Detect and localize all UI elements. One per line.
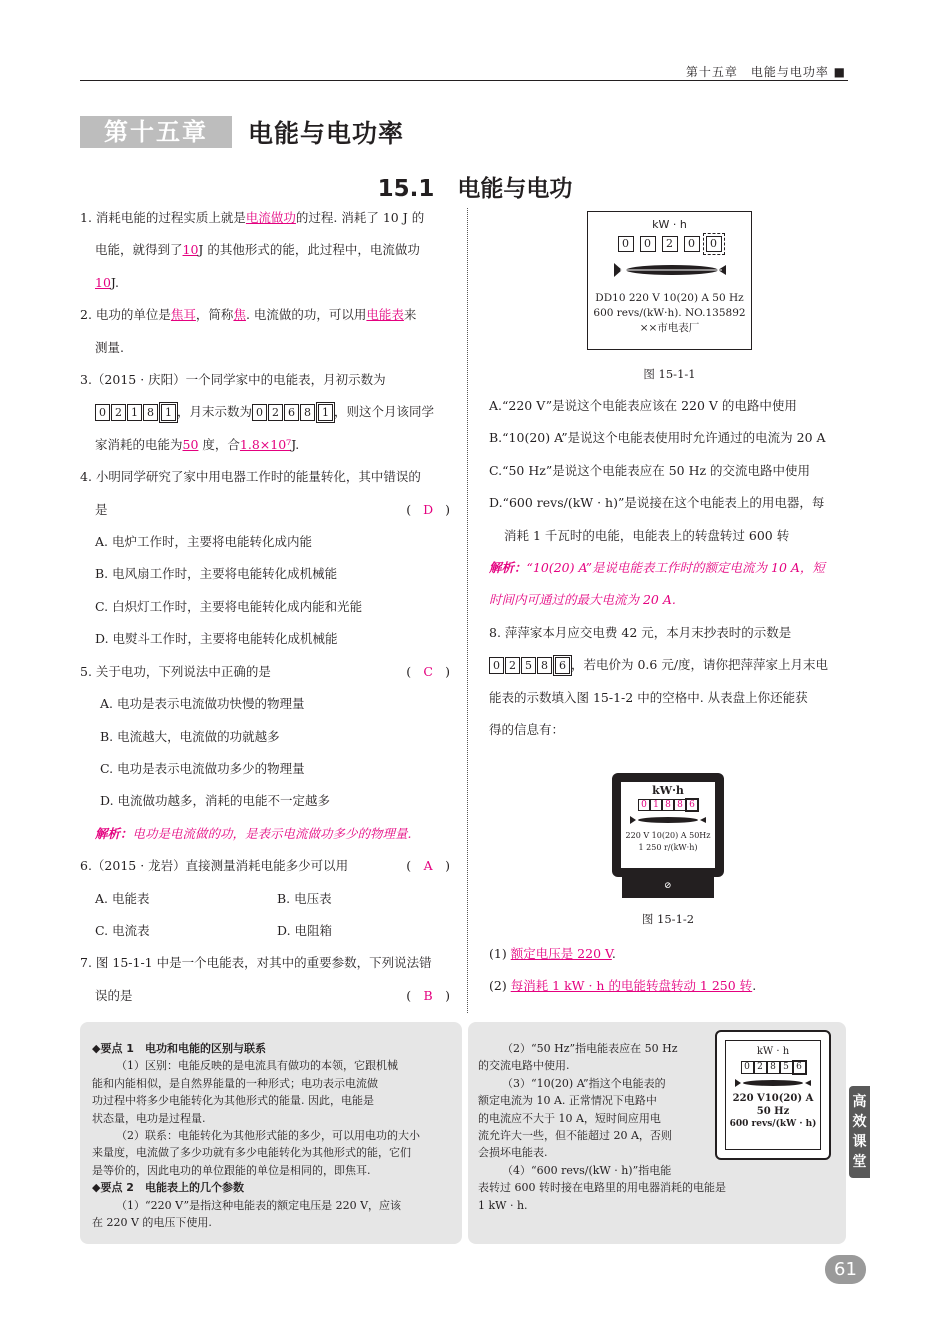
- key-point-2-line-12: 1 kW · h.: [478, 1198, 528, 1212]
- q1-line3: 10J.: [95, 274, 119, 290]
- key-point-2-line-1: （1）“220 V”是指这种电能表的额定电压是 220 V，应该: [116, 1198, 402, 1212]
- meter3-spec-1: 220 V10(20) A: [732, 1093, 814, 1104]
- q5-line1: 5. 关于电功，下列说法中正确的是 ( C ): [80, 656, 458, 688]
- key-point-1-line-1: （1）区别：电能反映的是电流具有做功的本领，它跟机械: [116, 1059, 398, 1073]
- column-divider: [467, 208, 468, 1013]
- key-point-2-line-5: （3）“10(20) A”指这个电能表的: [502, 1076, 666, 1090]
- meter2-spec-2: 1 250 r/(kW·h): [638, 843, 698, 852]
- key-points-box-right: [468, 1022, 846, 1244]
- key-point-2-line-11: 表转过 600 转时接在电路里的用电器消耗的电能是: [478, 1181, 726, 1195]
- q2-line1: 2. 电功的单位是焦耳，简称焦. 电流做的功，可以用电能表来: [80, 307, 417, 323]
- q4-line2: 是 ( D ): [80, 494, 458, 526]
- chapter-label: 第十五章: [80, 116, 232, 148]
- key-point-1-line-5: （2）联系：电能转化为其他形式能的多少，可以用电功的大小: [116, 1129, 420, 1143]
- meter-figure-1: [587, 211, 752, 350]
- meter3-unit: kW · h: [756, 1046, 790, 1057]
- q5-opt-c: C. 电功是表示电流做功多少的物理量: [100, 760, 305, 776]
- q5-opt-d: D. 电流做功越多，消耗的电能不一定越多: [100, 793, 331, 809]
- key-point-2-line-2: 在 220 V 的电压下使用.: [92, 1216, 212, 1230]
- q2-line2: 测量.: [95, 339, 124, 355]
- key-point-1-heading: ◆要点 1 电功和电能的区别与联系: [92, 1042, 266, 1055]
- key-point-2-line-7: 的电流应不大于 10 A，短时间应用电: [478, 1111, 661, 1125]
- q8-answer-2: (2) 每消耗 1 kW · h 的电能转盘转动 1 250 转.: [489, 978, 757, 994]
- q6-answer: A: [423, 858, 433, 874]
- q3-digits-end: 0 2 6 8 1: [252, 404, 334, 419]
- left-column: [80, 202, 458, 1012]
- q4-opt-a: A. 电炉工作时，主要将电能转化成内能: [95, 534, 312, 550]
- meter1-unit: kW · h: [652, 218, 687, 231]
- q4-answer: D: [423, 501, 434, 517]
- key-point-1-line-4: 状态量，电功是过程量.: [92, 1111, 206, 1125]
- q3-line2: 0 2 1 8 1 ，月末示数为 0 2 6 8 1 ，则这个月该同学: [80, 396, 458, 428]
- key-point-2-line-9: 会损坏电能表.: [478, 1146, 548, 1160]
- key-point-1-line-6: 来量度，电流做了多少功就有多少电能转化为其他形式的能，它们: [92, 1146, 411, 1160]
- q7-opt-b: B.“10(20) A”是说这个电能表使用时允许通过的电流为 20 A: [489, 430, 826, 446]
- meter1-disc-icon: [610, 259, 730, 281]
- q8-line1: 8. 萍萍家本月应交电费 42 元，本月末抄表时的示数是: [489, 624, 792, 640]
- q7-line1: 7. 图 15-1-1 中是一个电能表，对其中的重要参数，下列说法错: [80, 955, 432, 971]
- key-point-2-line-6: 额定电流为 10 A. 正常情况下电路中: [478, 1094, 657, 1108]
- q8-answer-1: (1) 额定电压是 220 V.: [489, 946, 616, 961]
- right-column: [489, 390, 855, 746]
- q4-line1: 4. 小明同学研究了家中用电器工作时的能量转化，其中错误的: [80, 469, 421, 485]
- q8-line2: 0 2 5 8 6 ，若电价为 0.6 元/度，请你把萍萍家上月末电: [489, 649, 855, 681]
- key-point-2-line-8: 流允许大一些，但不能超过 20 A，否则: [478, 1129, 672, 1143]
- q8-answers: [489, 938, 855, 1003]
- q6-line1: 6.（2015 · 龙岩）直接测量消耗电能多少可以用 ( A ): [80, 850, 458, 882]
- meter1-spec-1: DD10 220 V 10(20) A 50 Hz: [595, 292, 744, 304]
- section-title: 15.1 电能与电功: [377, 176, 573, 202]
- side-tab-text: 高效课堂: [852, 1094, 867, 1170]
- key-point-1-line-7: 是等价的，因此电功的单位跟能的单位是相同的，即焦耳.: [92, 1163, 371, 1177]
- meter1-maker: ××市电表厂: [639, 322, 700, 334]
- key-point-1-line-3: 功过程中将多少电能转化为其他形式的能量. 因此，电能是: [92, 1094, 374, 1108]
- meter3-digits: 0 2 8 5 6: [726, 1061, 820, 1074]
- key-point-2-line-4: 的交流电路中使用.: [478, 1059, 570, 1073]
- q7-explanation-2: 时间内可通过的最大电流为 20 A.: [489, 592, 676, 608]
- q4-opt-c: C. 白炽灯工作时，主要将电能转化成内能和光能: [95, 598, 363, 614]
- running-header: 第十五章 电能与电功率 ■: [685, 65, 846, 79]
- q3-line3: 家消耗的电能为50 度，合1.8×10⁷J.: [95, 436, 300, 452]
- header-rule: [80, 80, 848, 81]
- q6-opts-ab: A. 电能表 B. 电压表: [95, 890, 332, 906]
- q4-opt-b: B. 电风扇工作时，主要将电能转化成机械能: [95, 566, 338, 582]
- meter2-spec-1: 220 V 10(20) A 50Hz: [625, 831, 711, 840]
- meter2-screw-icon: ⊘: [664, 881, 672, 891]
- meter2-disc-icon: [628, 814, 708, 826]
- q5-answer: C: [423, 663, 433, 679]
- key-point-2-line-10: （4）“600 revs/(kW · h)”指电能: [502, 1163, 672, 1177]
- page-number: 61: [825, 1255, 866, 1284]
- q7-answer: B: [423, 987, 433, 1003]
- q4-opt-d: D. 电熨斗工作时，主要将电能转化成机械能: [95, 631, 338, 647]
- q3-digits-start: 0 2 1 8 1: [95, 404, 177, 419]
- meter1-spec-2: 600 revs/(kW·h). NO.135892: [593, 307, 746, 319]
- side-tab: [849, 1086, 870, 1178]
- q8-line4: 得的信息有：: [489, 722, 565, 738]
- q8-line3: 能表的示数填入图 15-1-2 中的空格中. 从表盘上你还能获: [489, 689, 808, 705]
- meter2-unit: kW·h: [652, 784, 684, 797]
- q7-explanation-1: 解析：“10(20) A”是说电能表工作时的额定电流为 10 A，短: [489, 560, 825, 576]
- q1-line2: 电能，就得到了10J 的其他形式的能，此过程中，电流做功: [95, 242, 420, 258]
- q6-opts-cd: C. 电流表 D. 电阻箱: [95, 922, 333, 938]
- q1-line1: 1. 消耗电能的过程实质上就是电流做功的过程. 消耗了 10 J 的: [80, 210, 425, 225]
- figure-2-caption: 图 15-1-2: [641, 912, 695, 926]
- q5-opt-b: B. 电流越大，电流做的功就越多: [100, 728, 280, 744]
- key-point-2-heading: ◆要点 2 电能表上的几个参数: [92, 1181, 244, 1195]
- q7-opt-c: C.“50 Hz”是说这个电能表应在 50 Hz 的交流电路中使用: [489, 462, 811, 478]
- meter1-digits: 0 0 2 0 0: [588, 236, 751, 252]
- meter3-spec-2: 50 Hz: [756, 1106, 790, 1117]
- key-point-1-line-2: 能和内能相似，是自然界能量的一种形式；电功表示电流做: [92, 1076, 378, 1090]
- figure-1-caption: 图 15-1-1: [643, 367, 696, 381]
- key-points-box-left: [80, 1022, 462, 1244]
- meter2-digits: 0 1 8 8 6: [621, 799, 715, 811]
- meter3-disc-icon: [733, 1077, 813, 1089]
- meter-figure-2: [612, 773, 724, 898]
- key-point-2-line-3: （2）“50 Hz”指电能表应在 50 Hz: [502, 1042, 678, 1055]
- q7-opt-d-cont: 消耗 1 千瓦时的电能，电能表上的转盘转过 600 转: [504, 527, 790, 543]
- q7-opt-d: D.“600 revs/(kW · h)”是说接在这个电能表上的用电器，每: [489, 495, 825, 511]
- q7-line2: 误的是 ( B ): [80, 980, 458, 1012]
- q5-explanation: 解析：电功是电流做的功，是表示电流做功多少的物理量.: [95, 825, 412, 841]
- q8-digits: 0 2 5 8 6: [489, 657, 571, 672]
- q3-line1: 3.（2015 · 庆阳）一个同学家中的电能表，月初示数为: [80, 372, 386, 388]
- chapter-title: 电能与电功率: [248, 119, 405, 148]
- meter3-spec-3: 600 revs/(kW · h): [729, 1119, 817, 1129]
- meter-figure-3: [715, 1030, 831, 1160]
- q7-opt-a: A.“220 V”是说这个电能表应该在 220 V 的电路中使用: [489, 398, 797, 413]
- q5-opt-a: A. 电功是表示电流做功快慢的物理量: [100, 696, 305, 712]
